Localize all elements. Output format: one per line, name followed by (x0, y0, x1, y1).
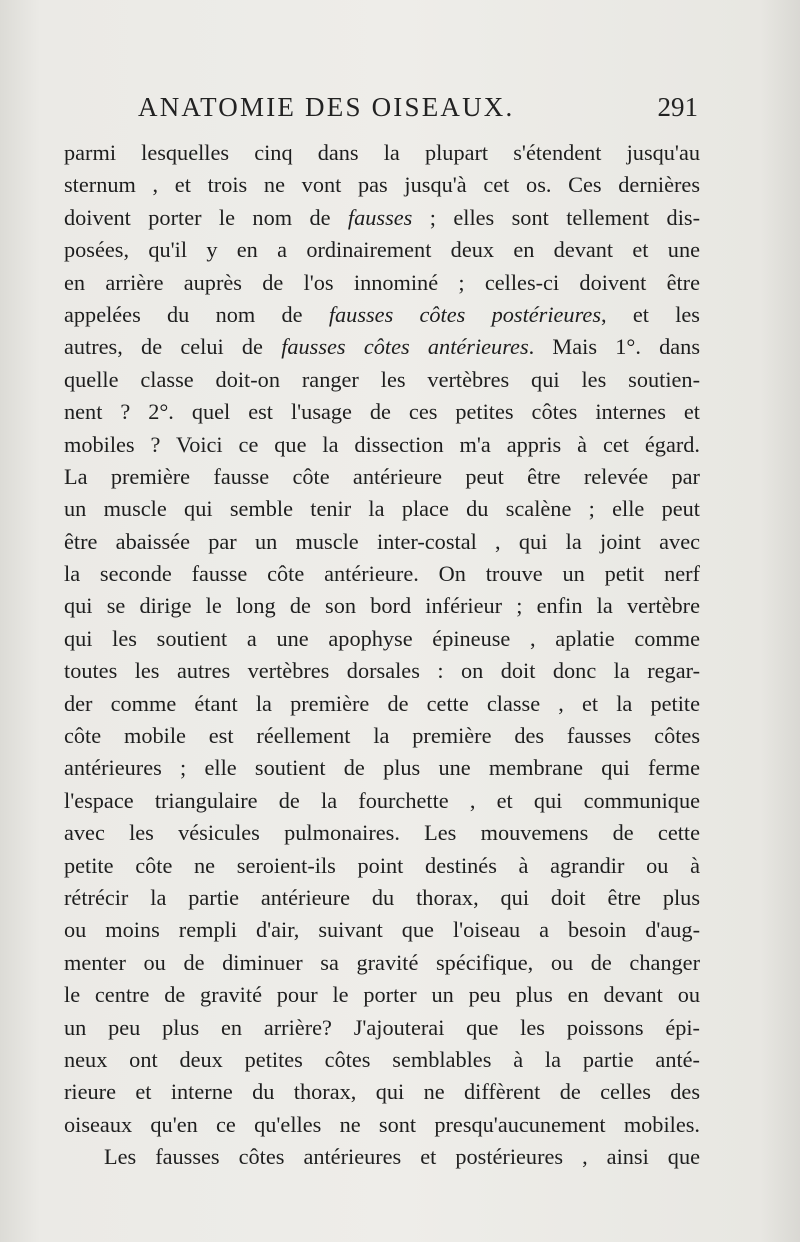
text-line: posées, qu'il y en a ordinairement deux en devant et une (64, 237, 700, 263)
italic-term: fausses côtes postérieures (328, 301, 602, 327)
text-line: l'espace triangulaire de la fourchette , et qui communique (64, 787, 700, 813)
body-text (64, 137, 700, 1174)
text-line: menter ou de diminuer sa gravité spécifique, ou de changer (64, 949, 700, 975)
italic-term: fausses (347, 204, 413, 230)
text-line: antérieures ; elle soutient de plus une membrane qui ferme (64, 755, 700, 781)
text-line: rieure et interne du thorax, qui ne diffèrent de celles des (64, 1079, 700, 1105)
text-line: nent ? 2°. quel est l'usage de ces petites côtes internes et (64, 399, 700, 425)
text-line: mobiles ? Voici ce que la dissection m'a appris à cet égard. (64, 431, 700, 457)
text-line: der comme étant la première de cette classe , et la petite (64, 690, 700, 716)
text-line: neux ont deux petites côtes semblables à la partie anté- (64, 1046, 700, 1072)
text-line: quelle classe doit-on ranger les vertèbres qui les soutien- (64, 366, 700, 392)
text-line: Les fausses côtes antérieures et postérieures , ainsi que (104, 1144, 700, 1170)
text-line: être abaissée par un muscle inter-costal , qui la joint avec (64, 528, 700, 554)
running-title: ANATOMIE DES OISEAUX. (138, 92, 515, 122)
text-line: petite côte ne seroient-ils point destinés à agrandir ou à (64, 852, 700, 878)
text-line: la seconde fausse côte antérieure. On trouve un petit nerf (64, 561, 700, 587)
text-line: La première fausse côte antérieure peut être relevée par (64, 463, 700, 489)
text-line: sternum , et trois ne vont pas jusqu'à cet os. Ces dernières (64, 172, 700, 198)
text-line: doivent porter le nom de fausses ; elles sont tellement dis- (64, 204, 700, 230)
text-line: toutes les autres vertèbres dorsales : on doit donc la regar- (64, 658, 700, 684)
text-line: un muscle qui semble tenir la place du scalène ; elle peut (64, 496, 700, 522)
text-line: le centre de gravité pour le porter un peu plus en devant ou (64, 982, 700, 1008)
text-line: ou moins rempli d'air, suivant que l'oiseau a besoin d'aug- (64, 917, 700, 943)
page-number: 291 (657, 92, 698, 122)
text-line: en arrière auprès de l'os innominé ; celles-ci doivent être (64, 269, 700, 295)
text-line: qui se dirige le long de son bord inférieur ; enfin la vertèbre (64, 593, 700, 619)
italic-term: fausses côtes antérieures (281, 334, 529, 360)
text-line: rétrécir la partie antérieure du thorax, qui doit être plus (64, 884, 700, 910)
text-line: un peu plus en arrière? J'ajouterai que les poissons épi- (64, 1014, 700, 1040)
text-line: appelées du nom de fausses côtes postérieures, et les (64, 301, 700, 327)
text-line: parmi lesquelles cinq dans la plupart s'étendent jusqu'au (64, 140, 700, 165)
text-line: oiseaux qu'en ce qu'elles ne sont presqu'aucunement mobiles. (64, 1111, 700, 1137)
text-line: qui les soutient a une apophyse épineuse , aplatie comme (64, 625, 700, 651)
text-line: avec les vésicules pulmonaires. Les mouvemens de cette (64, 820, 700, 846)
text-line: côte mobile est réellement la première des fausses côtes (64, 723, 700, 749)
text-line: autres, de celui de fausses côtes antérieures. Mais 1°. dans (64, 334, 701, 360)
page-header (138, 92, 698, 132)
